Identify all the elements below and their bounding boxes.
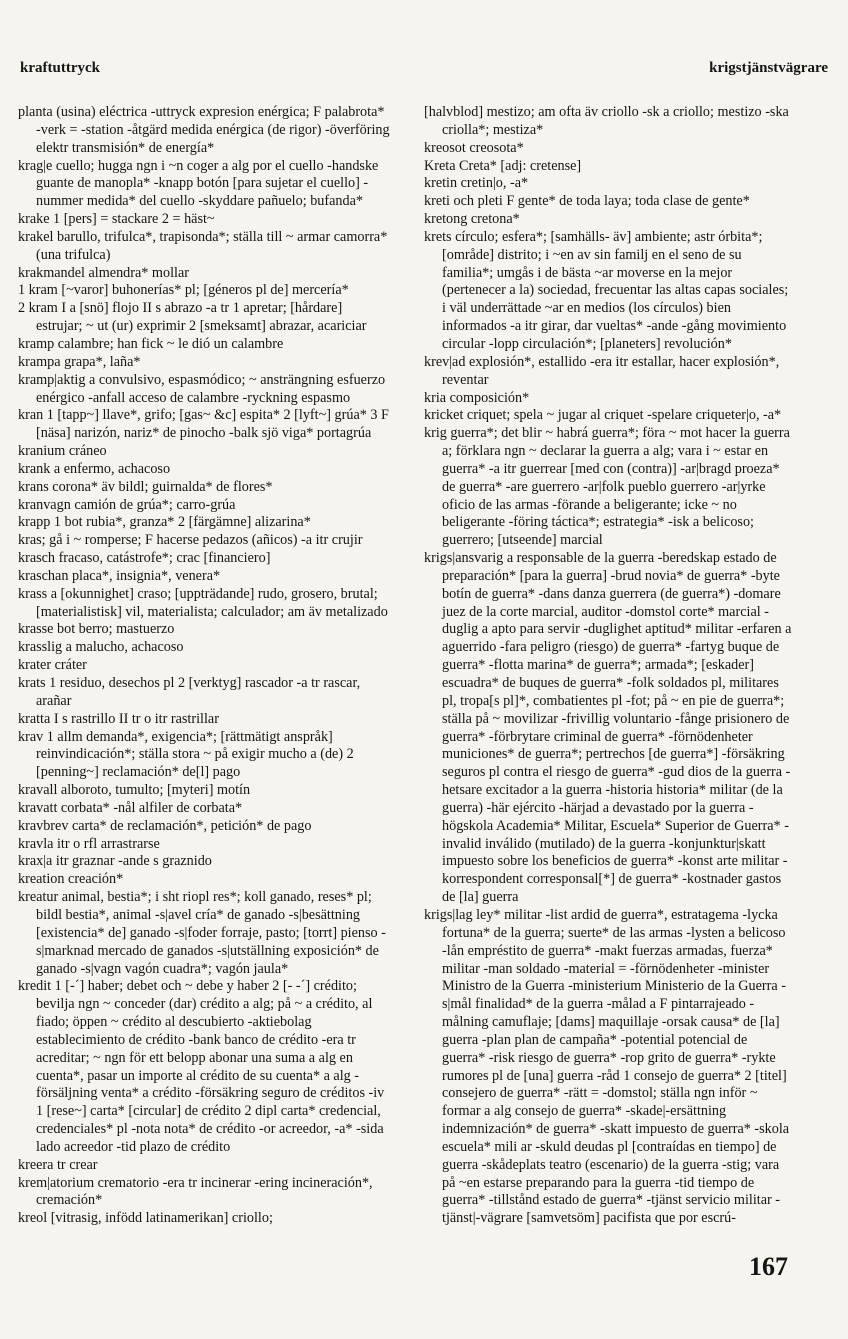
dictionary-entry: kravla itr o rfl arrastrarse bbox=[18, 835, 160, 852]
dictionary-entry: Kreta Creta* [adj: cretense] bbox=[424, 157, 582, 174]
dictionary-entry: kranvagn camión de grúa*; carro-grúa bbox=[18, 496, 236, 513]
dictionary-entry: kran 1 [tapp~] llave*, grifo; [gas~ &c] espita* 2 [lyft~] grúa* 3 F [näsa] narizón, nariz* de pinocho -balk sjö viga* portagrúa bbox=[18, 407, 389, 442]
dictionary-entry: kretin cretin|o, -a* bbox=[424, 175, 529, 192]
dictionary-entry: krem|atorium crematorio -era tr incinerar -ering incineración*, cremación* bbox=[18, 1174, 373, 1209]
dictionary-entry: krake 1 [pers] = stackare 2 = häst~ bbox=[18, 211, 215, 228]
dictionary-entry: kranium cráneo bbox=[18, 443, 107, 460]
dictionary-entry: krank a enfermo, achacoso bbox=[18, 460, 171, 477]
right-guide-word: krigstjänstvägrare bbox=[709, 60, 828, 76]
dictionary-entry: krats 1 residuo, desechos pl 2 [verktyg] rascador -a tr rascar, arañar bbox=[18, 675, 361, 709]
dictionary-entry: krasslig a malucho, achacoso bbox=[18, 639, 184, 656]
dictionary-entry: kratta I s rastrillo II tr o itr rastrillar bbox=[18, 710, 219, 727]
dictionary-entry: kreatur animal, bestia*; i sht riopl res*; koll ganado, reses* pl; bildl bestia*, animal -s|avel cría* de ganado -s|besättning [existencia* de] ganado -s|foder forraje, pasto; [torrt] pienso -s|marknad mercado de ganados -s|utställning exposición* de ganado -s|vagn vagón cuadra*; vagón jaula* bbox=[18, 889, 386, 977]
dictionary-entry: kricket criquet; spela ~ jugar al criquet -spelare criqueter|o, -a* bbox=[424, 407, 782, 424]
dictionary-entry: krigs|lag ley* militar -list ardid de guerra*, estratagema -lycka fortuna* de la guerra; suerte* de las armas -lysten a belicoso -lån empréstito de guerra* -makt fuerzas armadas, fuerza* militar -man soldado -material = -förnödenheter -minister Ministro de la Guerra -ministerium Ministerio de la Guerra -s|mål finalidad* de la guerra -målad a F pintarrajeado -målning camuflaje; [dams] maquillaje -orsak causa* de [la] guerra -plan plan de campaña* -potential potencial de guerra* -risk riesgo de guerra* -rop grito de guerra* -rykte rumores pl de [una] guerra -råd 1 consejo de guerra* 2 [titel] consejero de guerra* -rätt = -domstol; ställa ngn inför ~ formar a alg consejo de guerra* -skade|-ersättning indemnización* de guerra* -skatt impuesto de guerra* -skola escuela* mili ar -skuld deudas pl [contraídas en tiempo] de guerra -skådeplats teatro (escenario) de la guerra -stig; vara på ~en estarse preparando para la guerra -tid tiempo de guerra* -tillstånd estado de guerra* -tjänst servicio militar -tjänst|-vägrare [samvetsöm] pacifista que por escrú- bbox=[424, 906, 790, 1227]
dictionary-entry: krapp 1 bot rubia*, granza* 2 [färgämne] alizarina* bbox=[18, 514, 311, 531]
dictionary-entry: krag|e cuello; hugga ngn i ~n coger a alg por el cuello -handske guante de manopla* -knapp botón [para sujetar el cuello] -nummer medida* del cuello -skyddare pañuelo; bufanda* bbox=[18, 157, 379, 210]
dictionary-entry: kravbrev carta* de reclamación*, petición* de pago bbox=[18, 817, 312, 834]
dictionary-entry: kramp|aktig a convulsivo, espasmódico; ~ ansträngning esfuerzo enérgico -anfall acceso de calambre -ryckning espasmo bbox=[18, 371, 386, 406]
dictionary-entry: kreosot creosota* bbox=[424, 139, 524, 156]
dictionary-entry: krater cráter bbox=[18, 657, 87, 674]
dictionary-entry: krig guerra*; det blir ~ habrá guerra*; föra ~ mot hacer la guerra a; förklara ngn ~ declarar la guerra a alg; vara i ~ estar en guerra* -a itr guerrear [med con (contra)] -ar|bragd proeza* de guerra* -are guerrero -ar|folk pueblo guerrero -ar|yrke oficio de las armas -förande a beligerante; icke ~ no beligerante -föring táctica*; estrategia* -isk a belicoso; guerrero; [utseende] marcial bbox=[424, 425, 790, 549]
dictionary-entry: kravall alboroto, tumulto; [myteri] motín bbox=[18, 782, 251, 799]
dictionary-entry: krasch fracaso, catástrofe*; crac [financiero] bbox=[18, 550, 271, 567]
dictionary-entry: krev|ad explosión*, estallido -era itr estallar, hacer explosión*, reventar bbox=[424, 353, 780, 388]
dictionary-entry: kreation creación* bbox=[18, 871, 124, 888]
dictionary-entry: kreol [vitrasig, infödd latinamerikan] criollo; bbox=[18, 1210, 273, 1227]
dictionary-entry: kras; gå i ~ romperse; F hacerse pedazos (añicos) -a itr crujir bbox=[18, 532, 363, 549]
dictionary-entry: kreti och pleti F gente* de toda laya; toda clase de gente* bbox=[424, 193, 750, 210]
page-number: 167 bbox=[749, 1252, 788, 1281]
dictionary-entry: kramp calambre; han fick ~ le dió un calambre bbox=[18, 335, 284, 352]
dictionary-entry: krets círculo; esfera*; [samhälls- äv] ambiente; astr órbita*; [område] distrito; i ~en av sin familj en el seno de su familia*; umgås i de bästa ~ar moverse en la mejor (pertenecer a la) sociedad, frecuentar las altas capas sociales; i väl underrättade ~ar en medios (los círculos) bien informados -a itr girar, dar vueltas* -ande -gång movimiento circular -lopp circulación*; [planeters] revolución* bbox=[424, 228, 789, 352]
dictionary-entry: 1 kram [~varor] buhonerías* pl; [géneros pl de] mercería* bbox=[18, 282, 349, 299]
dictionary-entry: krigs|ansvarig a responsable de la guerra -beredskap estado de preparación* [para la guerra] -brud novia* de guerra* -byte botín de guerra* -dans danza guerrera (de guerra*) -domare juez de la corte marcial, auditor -domstol corte* marcial -duglig a apto para servir -duglighet aptitud* militar -erfaren a aguerrido -fara peligro (riesgo) de guerra* -fartyg buque de guerra* -flotta marina* de guerra*; armada*; [eskader] escuadra* de buques de guerra* -folk soldados pl, militares pl, tropa[s pl]*, combatientes pl -fot; på ~ en pie de guerra*; ställa på ~ movilizar -frivillig voluntario -fånge prisionero de guerra* -förbrytare criminal de guerra* -förnödenheter municiones* de guerra*; pertrechos [de guerra*] -försäkring seguros pl contra el riesgo de guerra* -gud dios de la guerra -hetsare excitador a la guerra -historia historia* militar (de la guerra) -här ejército -härjad a devastado por la guerra -högskola Academia* Militar, Escuela* Superior de Guerra* -invalid inválido (mutilado) de la guerra -konjunktur|skatt impuesto sobre los beneficios de guerra* -konst arte militar -korrespondent corresponsal[*] de guerra* -kostnader gastos de [la] guerra bbox=[424, 550, 792, 906]
dictionary-entry: kravatt corbata* -nål alfiler de corbata* bbox=[18, 799, 243, 816]
dictionary-entry: krav 1 allm demanda*, exigencia*; [rättmätigt anspråk] reinvindicación*; ställa stora ~ på exigir mucho a (de) 2 [penning~] reclamación* de[l] pago bbox=[18, 728, 354, 781]
dictionary-entry: kretong cretona* bbox=[424, 211, 520, 228]
dictionary-entry: [halvblod] mestizo; am ofta äv criollo -sk a criollo; mestizo -ska criolla*; mestiza* bbox=[424, 104, 789, 138]
left-guide-word: kraftuttryck bbox=[20, 60, 100, 76]
right-column bbox=[424, 104, 792, 1228]
dictionary-entry: planta (usina) eléctrica -uttryck expresion enérgica; F palabrota* -verk = -station -åtgärd medida enérgica (de rigor) -överföring elektr transmisión* de energía* bbox=[18, 104, 390, 156]
running-header bbox=[20, 60, 828, 82]
dictionary-entry: krampa grapa*, laña* bbox=[18, 353, 141, 370]
dictionary-entry: krasse bot berro; mastuerzo bbox=[18, 621, 175, 638]
dictionary-entry: kria composición* bbox=[424, 389, 530, 406]
dictionary-entry: krakmandel almendra* mollar bbox=[18, 264, 189, 281]
left-column bbox=[18, 104, 392, 1228]
dictionary-entry: kreera tr crear bbox=[18, 1156, 98, 1173]
dictionary-entry: 2 kram I a [snö] flojo II s abrazo -a tr 1 apretar; [hårdare] estrujar; ~ ut (ur) exprimir 2 [smeksamt] abrazar, acariciar bbox=[18, 300, 367, 335]
dictionary-entry: kraschan placa*, insignia*, venera* bbox=[18, 567, 221, 584]
dictionary-entry: krass a [okunnighet] craso; [uppträdande] rudo, grosero, brutal; [materialistisk] vil, materialista; calculador; am äv metalizado bbox=[18, 585, 388, 620]
dictionary-entry: krans corona* äv bildl; guirnalda* de flores* bbox=[18, 478, 273, 495]
dictionary-entry: krax|a itr graznar -ande s graznido bbox=[18, 853, 212, 870]
dictionary-entry: kredit 1 [-´] haber; debet och ~ debe y haber 2 [- -´] crédito; bevilja ngn ~ conceder (dar) crédito a alg; på ~ a crédito, al fiado; öppen ~ crédito al descubierto -aktiebolag establecimiento de crédito -bank banco de crédito -era tr acreditar; ~ ngn för ett belopp abonar una suma a alg en cuenta*, pasar un importe al crédito de su cuenta* a alg -försäljning venta* a crédito -försäkring seguro de créditos -iv 1 [rese~] carta* [circular] de crédito 2 dipl carta* credencial, credenciales* pl -nota nota* de crédito -or acreedor, -a* -sida lado acreedor -tid plazo de crédito bbox=[18, 978, 385, 1155]
dictionary-entry: krakel barullo, trifulca*, trapisonda*; ställa till ~ armar camorra* (una trifulca) bbox=[18, 228, 388, 263]
